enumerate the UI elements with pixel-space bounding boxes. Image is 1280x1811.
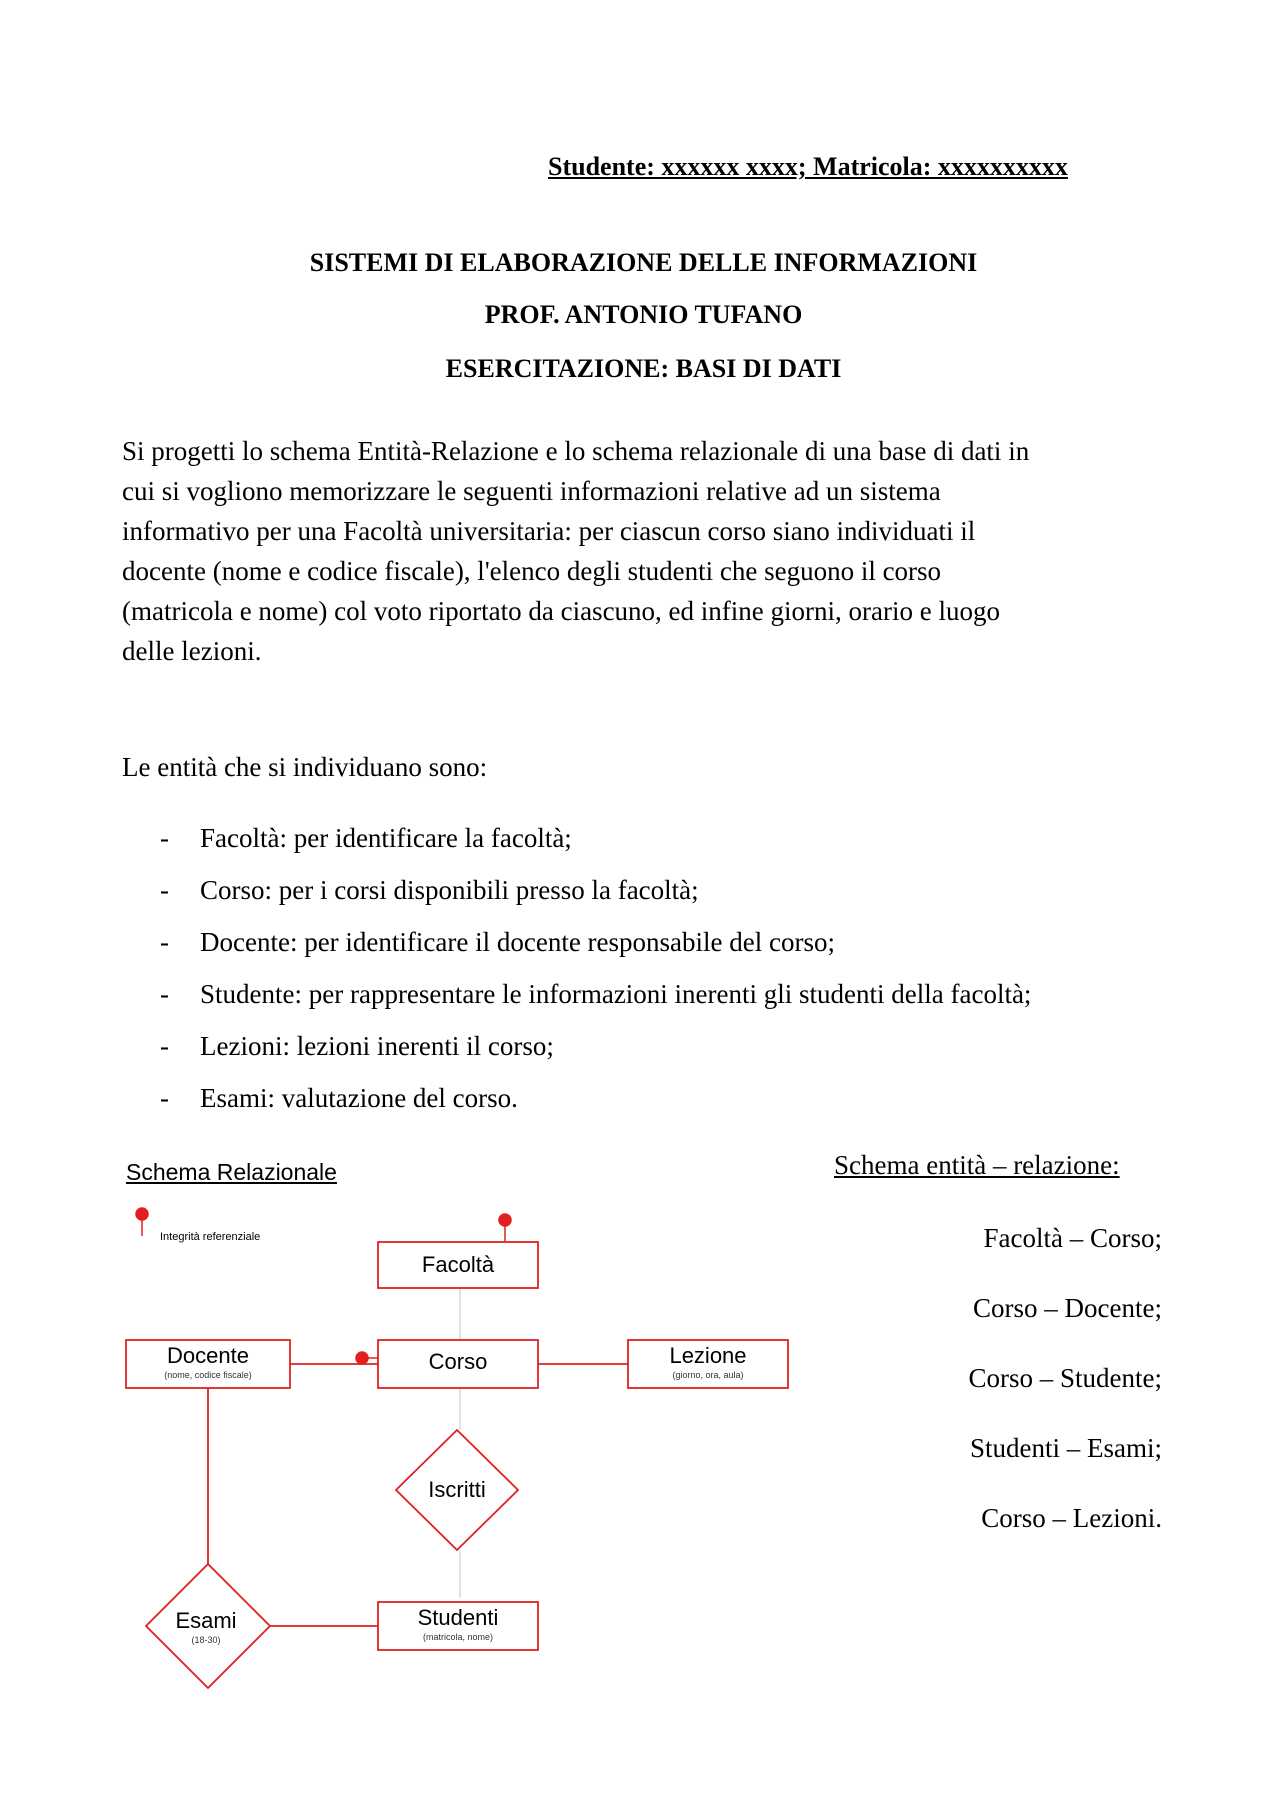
bullet: -	[160, 927, 169, 957]
corso-pin-icon	[356, 1352, 378, 1364]
list-item	[160, 818, 1031, 870]
list-item-text: Corso: per i corsi disponibili presso la facoltà;	[200, 875, 699, 905]
lezione-attributes: (giorno, ora, aula)	[672, 1370, 744, 1380]
list-item: Corso – Docente;	[973, 1293, 1162, 1323]
list-item	[160, 1026, 1031, 1078]
entities-intro: Le entità che si individuano sono:	[122, 752, 488, 782]
list-item	[160, 922, 1031, 974]
intro-text: Si progetti lo schema Entità-Relazione e lo schema relazionale di una base di dati in cui si vogliono memorizzare le seguenti informazioni relative ad un sistema informativo per una Facoltà universitaria: per ciascun corso siano individuati il docente (nome e codice fiscale), l'elenco degli studenti che seguono il corso (matricola e nome) col voto riportato da ciascuno, ed infine giorni, orario e luogo delle lezioni.	[122, 436, 1030, 666]
professor-name: PROF. ANTONIO TUFANO	[484, 300, 803, 329]
list-item	[160, 974, 1031, 1026]
diagram-title: Schema Relazionale	[126, 1159, 337, 1185]
legend-pin-icon	[136, 1208, 148, 1236]
esami-label: Esami	[175, 1608, 237, 1633]
iscritti-label: Iscritti	[428, 1477, 486, 1502]
list-item: Corso – Studente;	[968, 1363, 1162, 1393]
docente-attributes: (nome, codice fiscale)	[164, 1370, 252, 1380]
facolta-pin-icon	[499, 1214, 511, 1242]
er-schema-list	[969, 1218, 1163, 1568]
lezione-label: Lezione	[669, 1343, 747, 1368]
studenti-label: Studenti	[417, 1605, 499, 1630]
bullet: -	[160, 1083, 169, 1113]
esami-attributes: (18-30)	[191, 1635, 221, 1645]
docente-label: Docente	[167, 1343, 249, 1368]
entity-list	[160, 818, 1031, 1130]
corso-label: Corso	[428, 1349, 488, 1374]
facolta-label: Facoltà	[421, 1252, 495, 1277]
legend-text: Integrità referenziale	[160, 1231, 261, 1243]
er-schema-title: Schema entità – relazione:	[834, 1150, 1120, 1180]
list-item-text: Studente: per rappresentare le informazioni inerenti gli studenti della facoltà;	[200, 979, 1032, 1009]
list-item	[160, 870, 1031, 922]
bullet: -	[160, 823, 169, 853]
list-item-text: Facoltà: per identificare la facoltà;	[200, 823, 572, 853]
list-item-text: Esami: valutazione del corso.	[200, 1083, 518, 1113]
intro-paragraph	[122, 431, 1162, 671]
student-line: Studente: xxxxxx xxxx; Matricola: xxxxxxxxxx	[548, 152, 1068, 181]
list-item-text: Lezioni: lezioni inerenti il corso;	[200, 1031, 554, 1061]
exercise-title: ESERCITAZIONE: BASI DI DATI	[445, 354, 842, 383]
list-item: Facoltà – Corso;	[983, 1223, 1162, 1253]
bullet: -	[160, 979, 169, 1009]
list-item-text: Docente: per identificare il docente responsabile del corso;	[200, 927, 835, 957]
course-title: SISTEMI DI ELABORAZIONE DELLE INFORMAZIONI	[309, 248, 978, 277]
relational-schema-diagram	[100, 1150, 820, 1710]
list-item	[160, 1078, 1031, 1130]
studenti-attributes: (matricola, nome)	[422, 1632, 494, 1642]
bullet: -	[160, 875, 169, 905]
list-item: Studenti – Esami;	[970, 1433, 1162, 1463]
bullet: -	[160, 1031, 169, 1061]
list-item: Corso – Lezioni.	[981, 1503, 1162, 1533]
